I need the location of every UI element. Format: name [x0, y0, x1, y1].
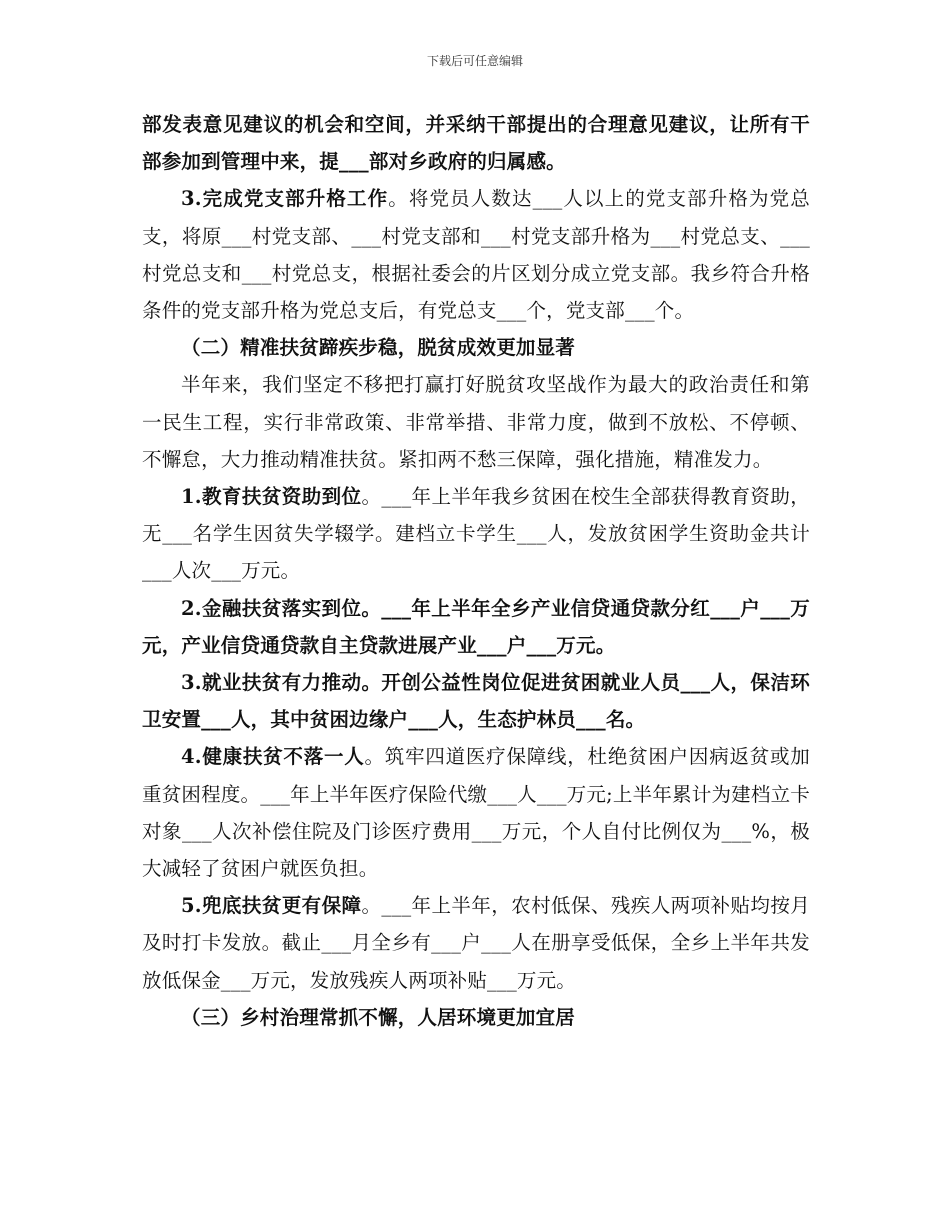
- paragraph-text: 2.金融扶贫落实到位。___年上半年全乡产业信贷通贷款分红___户___万元，产业信贷通贷款自主贷款进展产业___户___万元。: [142, 596, 810, 657]
- section-heading-rural-governance: [142, 999, 810, 1036]
- paragraph-text: 。___年上半年我乡贫困在校生全部获得教育资助，无___名学生因贫失学辍学。建档立卡学生___人，发放贫困学生资助金共计___人次___万元。: [142, 485, 810, 583]
- paragraph-text: 部发表意见建议的机会和空间，并采纳干部提出的合理意见建议，让所有干部参加到管理中来，提___部对乡政府的归属感。: [142, 113, 810, 174]
- paragraph-education-aid: [142, 478, 810, 590]
- paragraph-safety-net-aid: [142, 887, 810, 999]
- paragraph-text: 。筑牢四道医疗保障线，杜绝贫困户因病返贫或加重贫困程度。___年上半年医疗保险代缴___人___万元;上半年累计为建档立卡对象___人次补偿住院及门诊医疗费用___万元，个人自付比例仅为___%，极大减轻了贫困户就医负担。: [142, 745, 810, 881]
- section-heading-poverty-alleviation: [142, 329, 810, 366]
- section-heading-text: （三）乡村治理常抓不懈，人居环境更加宜居: [181, 1005, 576, 1029]
- paragraph-text: 。将党员人数达___人以上的党支部升格为党总支，将原___村党支部、___村党支部和___村党支部升格为___村党总支、___村党总支和___村党总支，根据社委会的片区划分成立党支部。我乡符合升格条件的党支部升格为党总支后，有党总支___个，党支部___个。: [142, 187, 810, 323]
- item-heading: 5.兜底扶贫更有保障: [181, 894, 362, 918]
- item-heading: 4.健康扶贫不落一人: [181, 745, 365, 769]
- paragraph-text: 。___年上半年，农村低保、残疾人两项补贴均按月及时打卡发放。截止___月全乡有___户___人在册享受低保，全乡上半年共发放低保金___万元，发放残疾人两项补贴___万元。: [142, 894, 810, 992]
- paragraph-party-branch-upgrade: [142, 180, 810, 329]
- item-heading: 1.教育扶贫资助到位: [181, 485, 362, 509]
- paragraph-financial-aid: [142, 590, 810, 664]
- paragraph-text: 半年来，我们坚定不移把打赢打好脱贫攻坚战作为最大的政治责任和第一民生工程，实行非常政策、非常举措、非常力度，做到不放松、不停顿、不懈怠，大力推动精准扶贫。紧扣两不愁三保障，强化措施，精准发力。: [142, 373, 810, 471]
- paragraph-text: 3.就业扶贫有力推动。开创公益性岗位促进贫困就业人员___人，保洁环卫安置___人，其中贫困边缘户___人，生态护林员___名。: [142, 671, 810, 732]
- paragraph-health-aid: [142, 738, 810, 887]
- paragraph-continuation: [142, 106, 810, 180]
- section-heading-text: （二）精准扶贫蹄疾步稳，脱贫成效更加显著: [181, 336, 576, 360]
- paragraph-employment-aid: [142, 664, 810, 738]
- paragraph-half-year-summary: [142, 366, 810, 478]
- page-header: 下载后可任意编辑: [426, 54, 523, 68]
- item-heading: 3.完成党支部升格工作: [181, 187, 389, 211]
- document-body: [142, 106, 810, 1036]
